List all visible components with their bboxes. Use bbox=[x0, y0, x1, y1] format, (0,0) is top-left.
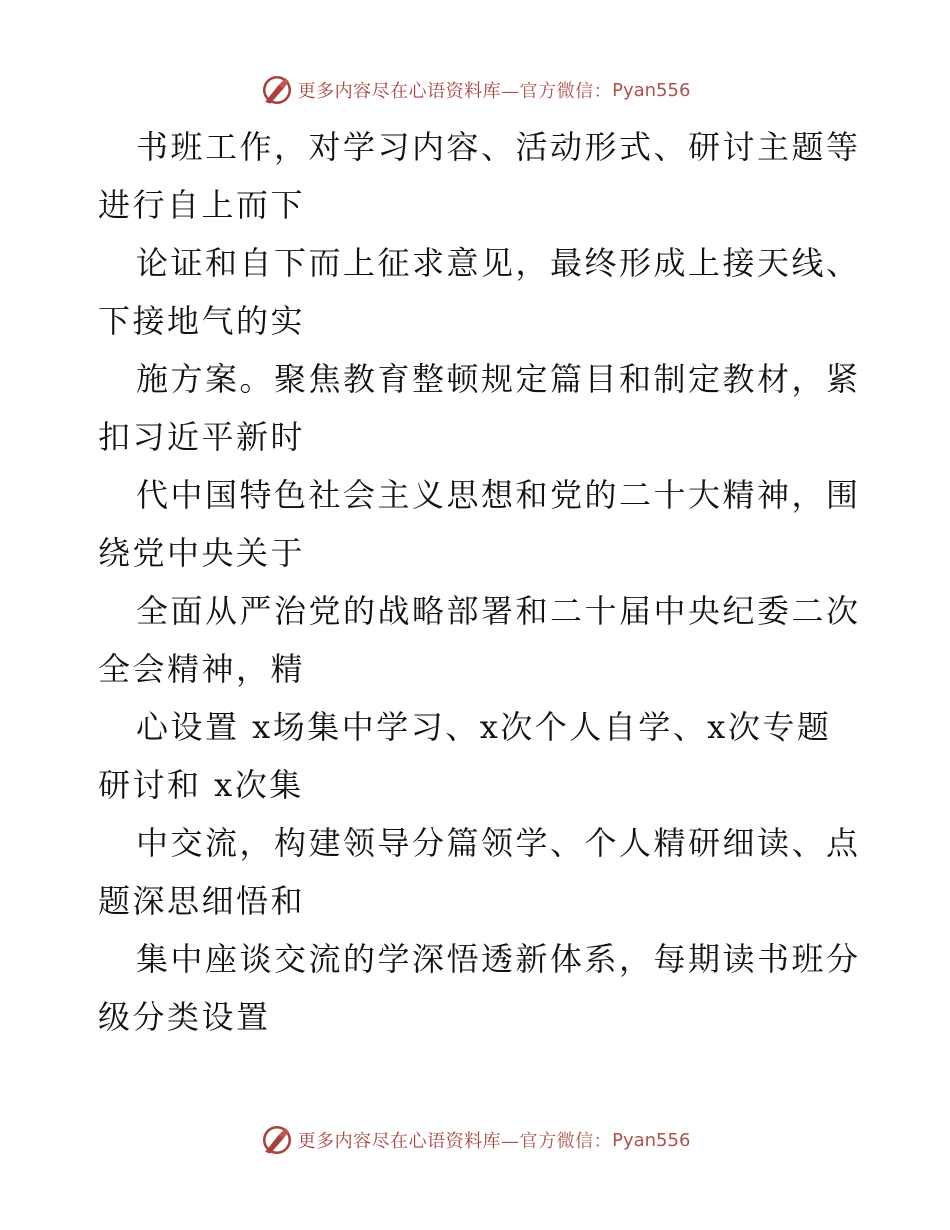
paragraph bbox=[98, 814, 861, 930]
paragraph-line: 级分类设置 bbox=[98, 998, 271, 1036]
watermark-main-text: 更多内容尽在心语资料库 bbox=[297, 81, 502, 102]
watermark-main-text: 更多内容尽在心语资料库 bbox=[297, 1131, 502, 1152]
header-watermark bbox=[0, 68, 950, 112]
watermark-id-text: Pyan556 bbox=[612, 79, 691, 101]
footer-watermark bbox=[0, 1118, 950, 1162]
paragraph-line: 下接地气的实 bbox=[98, 302, 306, 340]
paragraph bbox=[98, 698, 858, 814]
paragraph-line: 进行自上而下 bbox=[98, 186, 306, 224]
paragraph bbox=[98, 466, 861, 582]
document-body bbox=[98, 118, 861, 1046]
pen-logo-icon bbox=[260, 1123, 294, 1157]
paragraph-line: 全会精神，精 bbox=[98, 650, 306, 688]
paragraph bbox=[98, 350, 861, 466]
paragraph-line: 书班工作，对学习内容、活动形式、研讨主题等 bbox=[136, 128, 861, 166]
paragraph-line: 全面从严治党的战略部署和二十届中央纪委二次 bbox=[136, 592, 861, 630]
paragraph-line: 心设置 x场集中学习、x次个人自学、x次专题 bbox=[136, 708, 832, 746]
paragraph-line: 集中座谈交流的学深悟透新体系，每期读书班分 bbox=[136, 940, 861, 978]
pen-logo-icon bbox=[260, 73, 294, 107]
paragraph-line: 施方案。聚焦教育整顿规定篇目和制定教材，紧 bbox=[136, 360, 861, 398]
watermark-sub-text: —官方微信： bbox=[501, 1131, 613, 1152]
paragraph-line: 绕党中央关于 bbox=[98, 534, 306, 572]
paragraph-line: 扣习近平新时 bbox=[98, 418, 306, 456]
watermark-sub-text: —官方微信： bbox=[501, 81, 613, 102]
paragraph-line: 研讨和 x次集 bbox=[98, 766, 304, 804]
paragraph-line: 代中国特色社会主义思想和党的二十大精神，围 bbox=[136, 476, 861, 514]
paragraph-line: 题深思细悟和 bbox=[98, 882, 306, 920]
paragraph bbox=[98, 582, 861, 698]
watermark-id-text: Pyan556 bbox=[612, 1129, 691, 1151]
paragraph bbox=[98, 234, 861, 350]
paragraph-line: 论证和自下而上征求意见，最终形成上接天线、 bbox=[136, 244, 861, 282]
paragraph bbox=[98, 930, 861, 1046]
paragraph bbox=[98, 118, 861, 234]
paragraph-line: 中交流，构建领导分篇领学、个人精研细读、点 bbox=[136, 824, 861, 862]
